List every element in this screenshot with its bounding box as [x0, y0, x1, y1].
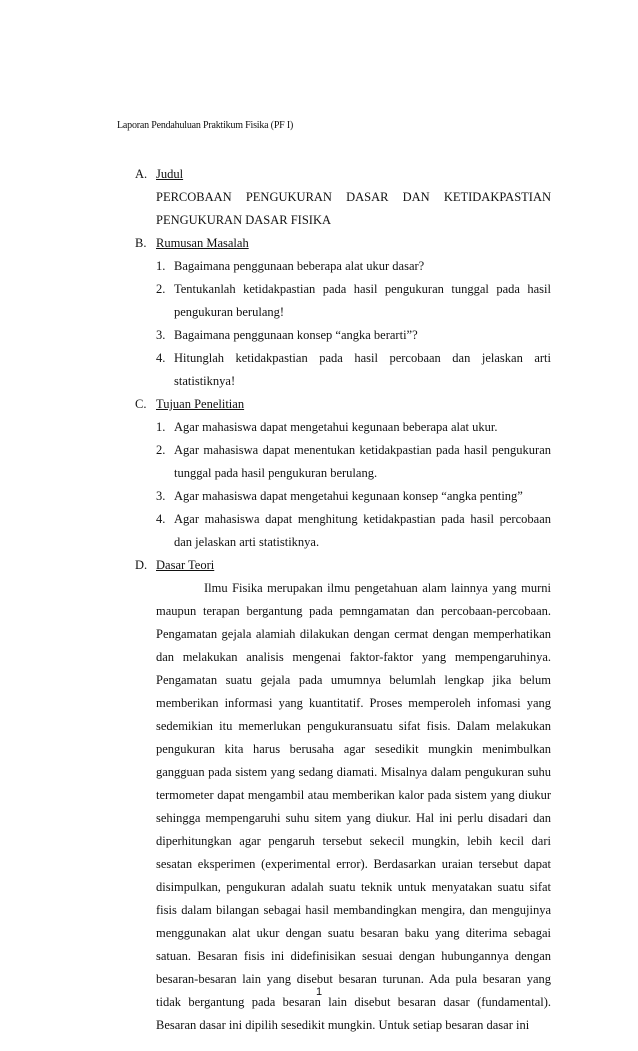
section-tujuan-penelitian: [135, 393, 551, 554]
list-item: [156, 347, 551, 393]
list-item: [156, 485, 551, 508]
item-text: Agar mahasiswa dapat mengetahui kegunaan konsep “angka penting”: [174, 489, 523, 503]
section-judul: [135, 163, 551, 232]
section-title: Judul: [156, 167, 184, 181]
page-header: Laporan Pendahuluan Praktikum Fisika (PF I): [117, 120, 294, 131]
item-number: 4.: [156, 512, 166, 526]
list-item: [156, 255, 551, 278]
body-paragraph: Ilmu Fisika merupakan ilmu pengetahuan alam lainnya yang murni maupun terapan bergantung pada pemngamatan dan percobaan-percobaan. Pengamatan gejala alamiah dilakukan dengan cermat dengan memperhatikan dan melakukan analisis mengenai faktor-faktor yang mempengaruhinya. Pengamatan suatu gejala pada umumnya belumlah lengkap jika belum memberikan informasi yang kuantitatif. Proses memperoleh infomasi yang sedemikian itu memerlukan pengukuransuatu sifat fisis. Dalam melakukan pengukuran kita harus berusaha agar sesedikit mungkin menimbulkan gangguan pada sistem yang sedang diamati. Misalnya dalam pengukuran suhu termometer dapat mengambil atau memberikan kalor pada sistem yang diukur sehingga mempengaruhi suhu sitem yang diukur. Hal ini perlu disadari dan diperhitungkan agar pengaruh tersebut sekecil mungkin, lebih kecil dari sesatan eksperimen (experimental error). Berdasarkan uraian tersebut dapat disimpulkan, pengukuran adalah suatu teknik untuk menyatakan suatu sifat fisis dalam bilangan sebagai hasil membandingkan mengira, dan mengujinya menggunakan alat ukur dengan suatu besaran baku yang diterima sebagai satuan. Besaran fisis ini didefinisikan sesuai dengan hubungannya dengan besaran-besaran lain yang disebut besaran turunan. Ada pula besaran yang tidak bergantung pada besaran lain disebut besaran dasar (fundamental). Besaran dasar ini dipilih sesedikit mungkin. Untuk setiap besaran dasar ini: [156, 581, 551, 1032]
item-number: 2.: [156, 443, 166, 457]
numbered-list: [156, 255, 551, 393]
list-item: [156, 278, 551, 324]
item-number: 2.: [156, 282, 166, 296]
section-title: Rumusan Masalah: [156, 236, 249, 250]
item-number: 3.: [156, 489, 166, 503]
item-text: Agar mahasiswa dapat menghitung ketidakpastian pada hasil percobaan dan jelaskan arti statistiknya.: [174, 512, 551, 549]
list-item: [156, 324, 551, 347]
list-item: [156, 416, 551, 439]
section-letter: D.: [135, 558, 148, 572]
document-body: [135, 163, 551, 1037]
item-text: Agar mahasiswa dapat mengetahui kegunaan beberapa alat ukur.: [174, 420, 498, 434]
section-letter: C.: [135, 397, 147, 411]
item-number: 1.: [156, 259, 166, 273]
list-item: [156, 439, 551, 485]
item-number: 3.: [156, 328, 166, 342]
item-text: Bagaimana penggunaan konsep “angka berarti”?: [174, 328, 418, 342]
item-text: Tentukanlah ketidakpastian pada hasil pengukuran tunggal pada hasil pengukuran berulang!: [174, 282, 551, 319]
item-number: 1.: [156, 420, 166, 434]
section-rumusan-masalah: [135, 232, 551, 393]
section-letter: A.: [135, 167, 148, 181]
item-text: Bagaimana penggunaan beberapa alat ukur dasar?: [174, 259, 425, 273]
item-number: 4.: [156, 351, 166, 365]
item-text: Hitunglah ketidakpastian pada hasil percobaan dan jelaskan arti statistiknya!: [174, 351, 551, 388]
item-text: Agar mahasiswa dapat menentukan ketidakpastian pada hasil pengukuran tunggal pada hasil pengukuran berulang.: [174, 443, 551, 480]
section-letter: B.: [135, 236, 147, 250]
page-number: 1: [315, 986, 323, 998]
list-item: [156, 508, 551, 554]
numbered-list: [156, 416, 551, 554]
title-line: PENGUKURAN DASAR FISIKA: [156, 213, 332, 227]
title-line: PERCOBAAN PENGUKURAN DASAR DAN KETIDAKPASTIAN: [156, 190, 551, 204]
section-title: Dasar Teori: [156, 558, 215, 572]
section-title: Tujuan Penelitian: [156, 397, 245, 411]
section-dasar-teori: [135, 554, 551, 1037]
